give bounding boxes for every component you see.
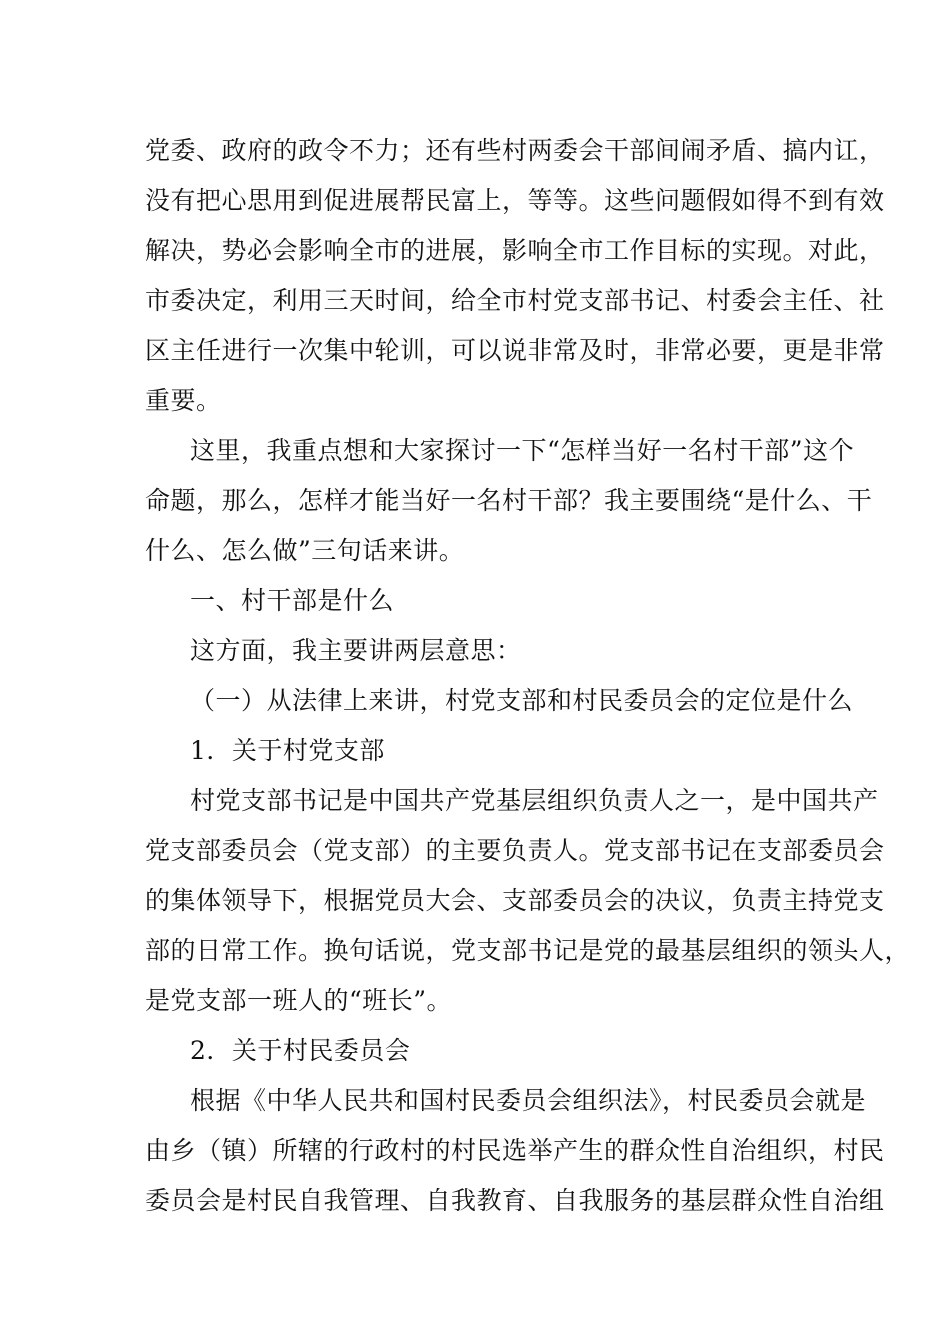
numbered-heading: 1．关于村党支部	[190, 736, 385, 765]
paragraph-start: 这方面，我主要讲两层意思：	[190, 636, 522, 665]
text-line: 什么、怎么做”三句话来讲。	[145, 536, 465, 565]
text-line: 市委决定，利用三天时间，给全市村党支部书记、村委会主任、社	[145, 286, 885, 315]
paragraph-start: 根据《中华人民共和国村民委员会组织法》，村民委员会就是	[190, 1086, 867, 1115]
text-line: 的集体领导下，根据党员大会、支部委员会的决议，负责主持党支	[145, 886, 885, 915]
text-line: 由乡（镇）所辖的行政村的村民选举产生的群众性自治组织，村民	[145, 1136, 885, 1165]
numbered-heading: 2．关于村民委员会	[190, 1036, 411, 1065]
text-line: 部的日常工作。换句话说，党支部书记是党的最基层组织的领头人，	[145, 936, 911, 965]
text-line: 命题，那么，怎样才能当好一名村干部？我主要围绕“是什么、干	[145, 486, 873, 515]
text-line: 重要。	[145, 386, 222, 415]
text-line: 解决，势必会影响全市的进展，影响全市工作目标的实现。对此，	[145, 236, 885, 265]
text-line: 党委、政府的政令不力；还有些村两委会干部间闹矛盾、搞内讧，	[145, 136, 885, 165]
paragraph-start: 这里，我重点想和大家探讨一下“怎样当好一名村干部”这个	[190, 436, 855, 465]
section-heading: 一、村干部是什么	[190, 586, 395, 615]
text-line: 是党支部一班人的“班长”。	[145, 986, 453, 1015]
paragraph-start: 村党支部书记是中国共产党基层组织负责人之一，是中国共产	[190, 786, 879, 815]
subsection-heading: （一）从法律上来讲，村党支部和村民委员会的定位是什么	[190, 686, 854, 715]
text-line: 区主任进行一次集中轮训，可以说非常及时，非常必要，更是非常	[145, 336, 885, 365]
text-line: 党支部委员会（党支部）的主要负责人。党支部书记在支部委员会	[145, 836, 885, 865]
text-line: 委员会是村民自我管理、自我教育、自我服务的基层群众性自治组	[145, 1186, 885, 1215]
text-line: 没有把心思用到促进展帮民富上，等等。这些问题假如得不到有效	[145, 186, 885, 215]
